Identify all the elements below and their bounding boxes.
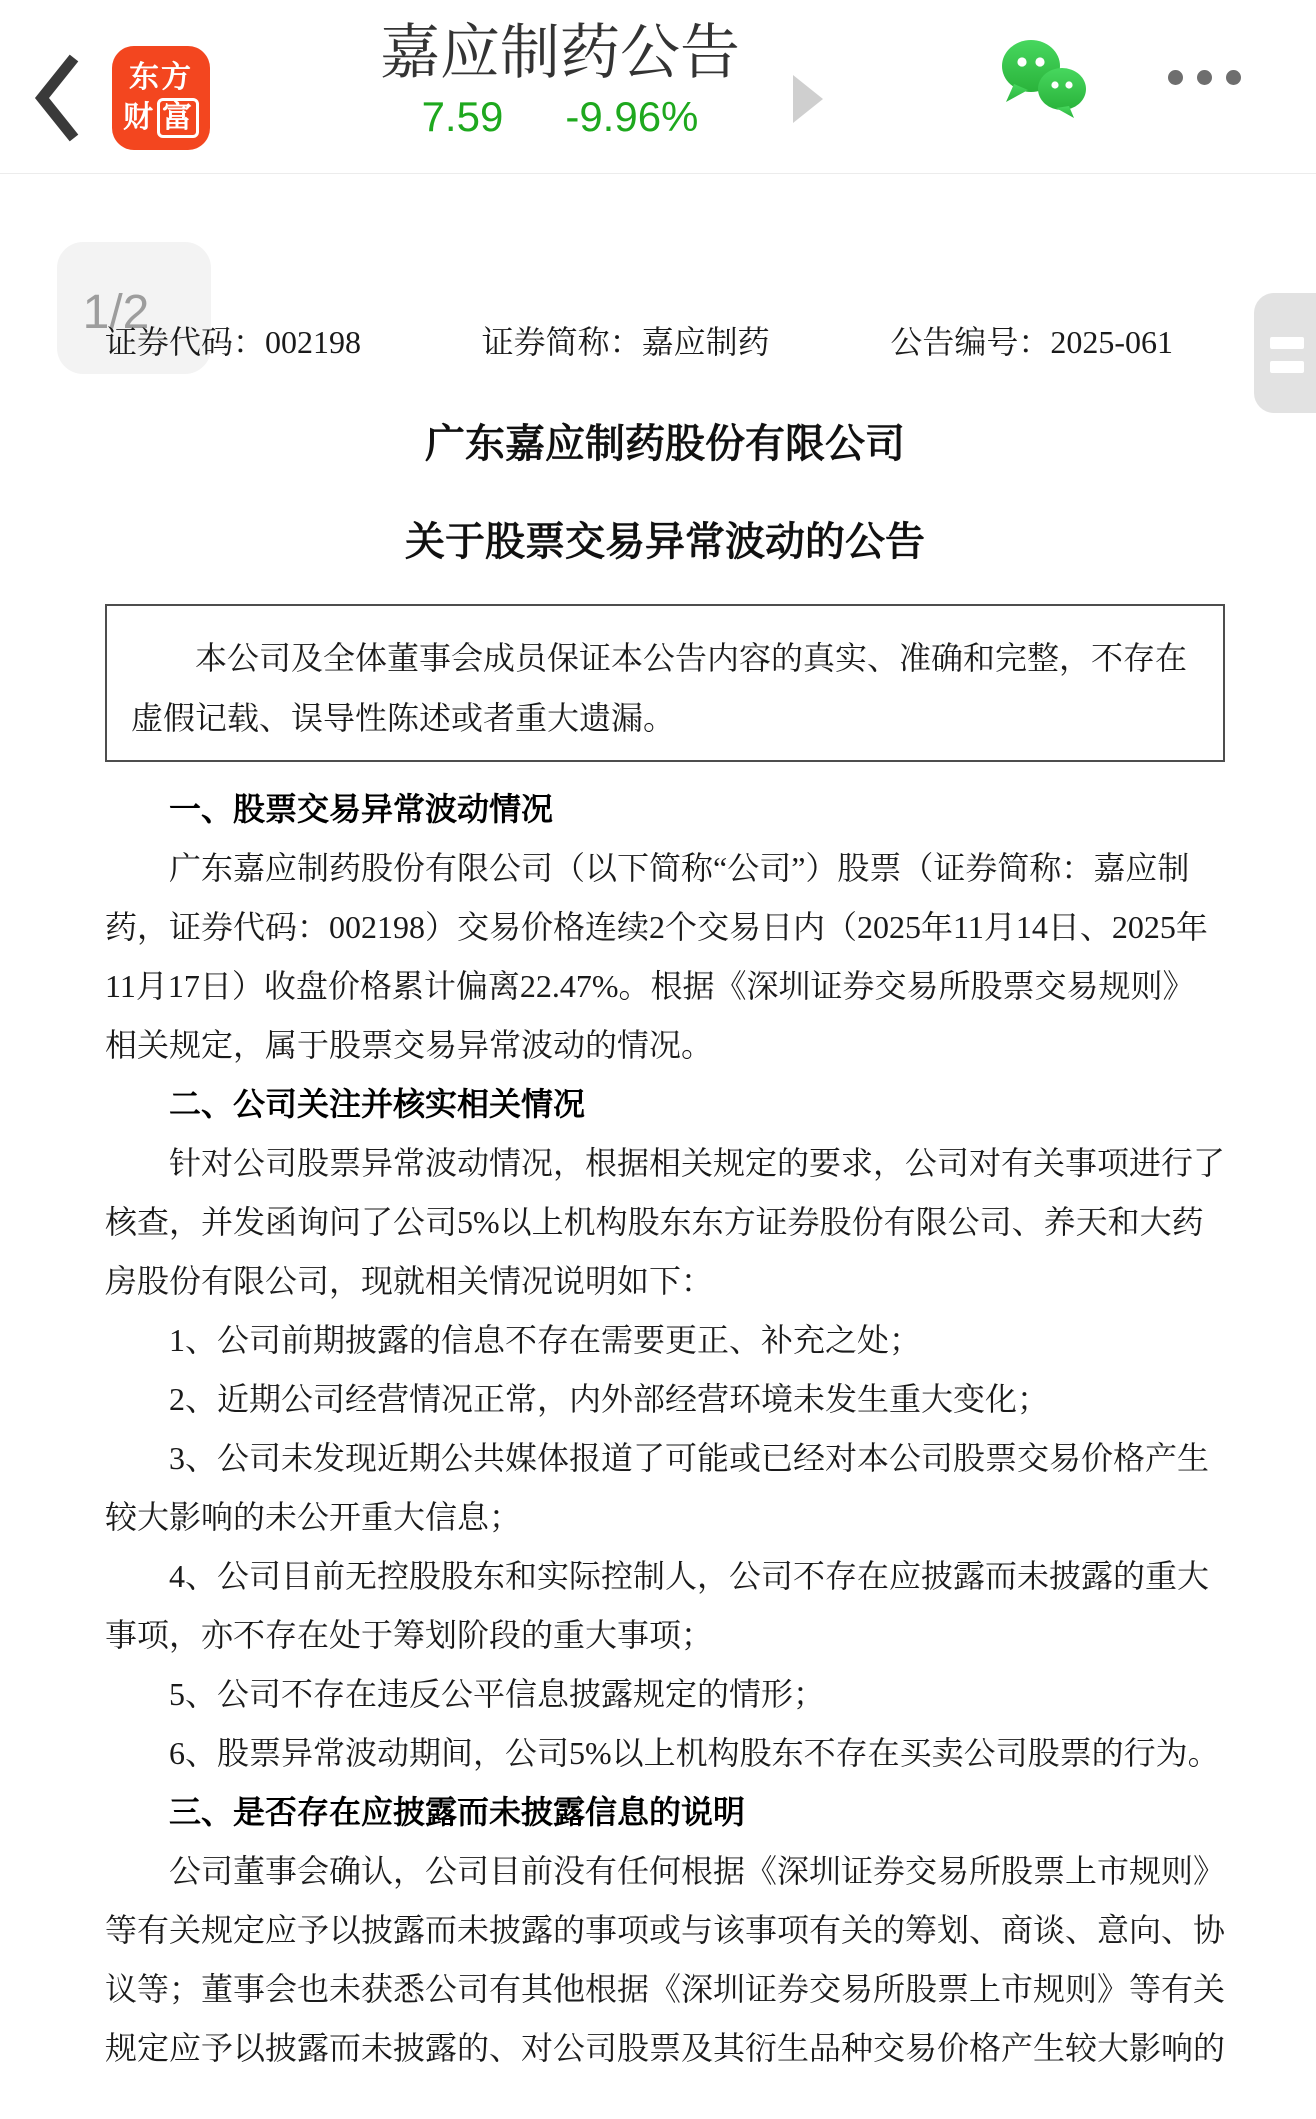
security-abbr: 证券简称：嘉应制药 bbox=[481, 324, 770, 360]
doc-list-item: 1、公司前期披露的信息不存在需要更正、补充之处； bbox=[169, 1322, 922, 1358]
doc-list-item: 6、股票异常波动期间，公司5%以上机构股东不存在买卖公司股票的行为。 bbox=[169, 1735, 1220, 1771]
doc-list-item: 5、公司不存在违反公平信息披露规定的情形； bbox=[169, 1676, 826, 1712]
doc-list-item: 4、公司目前无控股股东和实际控制人，公司不存在应披露而未披露的重大事项，亦不存在处于筹划阶段的重大事项； bbox=[105, 1558, 1210, 1653]
logo-line2: 财 富 bbox=[123, 98, 199, 138]
doc-paragraph: 公司董事会确认，公司目前没有任何根据《深圳证券交易所股票上市规则》等有关规定应予以披露而未披露的事项或与该事项有关的筹划、商谈、意向、协议等；董事会也未获悉公司有其他根据《深圳证券交易所股票上市规则》等有关规定应予以披露而未披露的、对公司股票及其衍生品种交易价格产生较大影响的 bbox=[105, 1853, 1226, 2066]
wechat-icon bbox=[996, 105, 1088, 122]
app-header bbox=[0, 0, 1316, 174]
more-dots-icon bbox=[1168, 70, 1183, 85]
stock-change-percent: -9.96% bbox=[565, 93, 699, 140]
wechat-share-button[interactable] bbox=[996, 38, 1088, 118]
play-audio-icon[interactable] bbox=[793, 75, 823, 123]
stock-price: 7.59 bbox=[421, 93, 504, 140]
doc-heading: 三、是否存在应披露而未披露信息的说明 bbox=[169, 1794, 746, 1830]
doc-list-item: 2、近期公司经营情况正常，内外部经营环境未发生重大变化； bbox=[169, 1381, 1050, 1417]
doc-paragraph: 针对公司股票异常波动情况，根据相关规定的要求，公司对有关事项进行了核查，并发函询问了公司5%以上机构股东东方证券股份有限公司、养天和大药房股份有限公司，现就相关情况说明如下： bbox=[105, 1145, 1226, 1299]
disclaimer-box bbox=[105, 604, 1225, 762]
document-body bbox=[105, 780, 1225, 2078]
more-dots-icon bbox=[1226, 70, 1241, 85]
page-title: 嘉应制药公告 bbox=[380, 19, 740, 86]
doc-heading: 一、股票交易异常波动情况 bbox=[169, 791, 554, 827]
stock-price-row[interactable] bbox=[0, 92, 1120, 142]
more-dots-icon bbox=[1197, 70, 1212, 85]
page-indicator-label: 1/2 bbox=[82, 285, 150, 339]
header-title-block bbox=[0, 0, 1120, 142]
doc-list-item: 3、公司未发现近期公共媒体报道了可能或已经对本公司股票交易价格产生较大影响的未公开重大信息； bbox=[105, 1440, 1210, 1535]
doc-paragraph: 广东嘉应制药股份有限公司（以下简称“公司”）股票（证券简称：嘉应制药，证券代码：002198）交易价格连续2个交易日内（2025年11月14日、2025年11月17日）收盘价格累计偏离22.47%。根据《深圳证券交易所股票交易规则》相关规定，属于股票交易异常波动的情况。 bbox=[105, 850, 1208, 1063]
security-info-line bbox=[105, 320, 1225, 364]
disclaimer-text: 本公司及全体董事会成员保证本公告内容的真实、准确和完整，不存在虚假记载、误导性陈述或者重大遗漏。 bbox=[131, 640, 1188, 736]
security-code: 证券代码：002198 bbox=[105, 324, 362, 360]
doc-heading: 二、公司关注并核实相关情况 bbox=[169, 1086, 586, 1122]
announcement-number: 公告编号：2025-061 bbox=[890, 324, 1173, 360]
announcement-title: 关于股票交易异常波动的公告 bbox=[405, 520, 925, 564]
company-name-title: 广东嘉应制药股份有限公司 bbox=[425, 422, 905, 466]
announcement-document bbox=[0, 320, 1316, 2078]
list-line-icon bbox=[1270, 361, 1304, 373]
more-menu-button[interactable] bbox=[1168, 70, 1241, 85]
logo-line1: 东方 bbox=[129, 61, 193, 94]
list-line-icon bbox=[1270, 337, 1304, 349]
catalog-widget-button[interactable] bbox=[1254, 293, 1316, 413]
